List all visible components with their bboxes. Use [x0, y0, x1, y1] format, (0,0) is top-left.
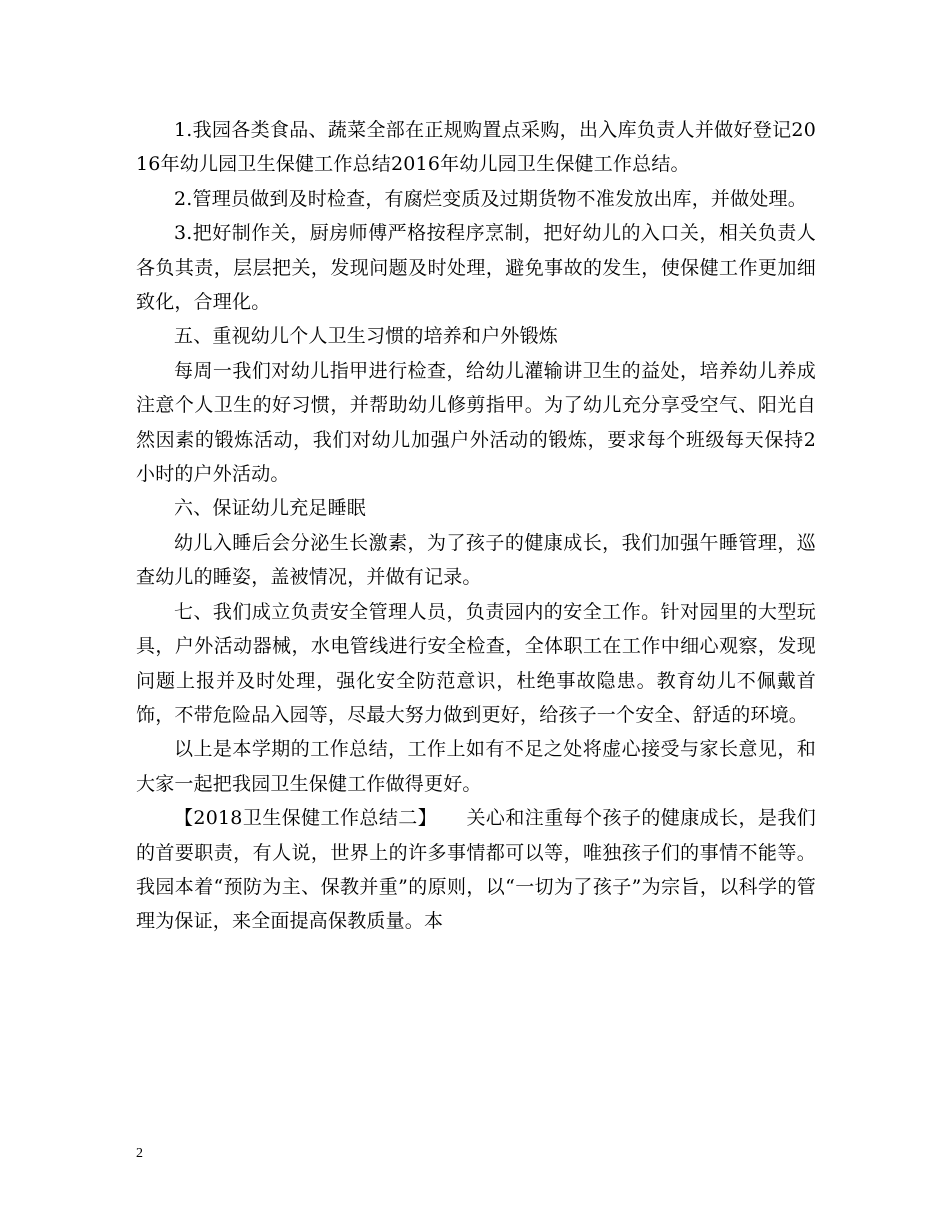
paragraph-sleep: 幼儿入睡后会分泌生长激素，为了孩子的健康成长，我们加强午睡管理，巡查幼儿的睡姿，盖被情况，并做有记录。: [136, 531, 816, 589]
section-heading-sleep: 六、保证幼儿充足睡眠: [174, 497, 367, 520]
paragraph-cooking: 3.把好制作关，厨房师傅严格按程序烹制，把好幼儿的入口关，相关负责人各负其责，层层把关，发现问题及时处理，避免事故的发生，使保健工作更加细致化，合理化。: [136, 222, 816, 314]
paragraph-inspection: 2.管理员做到及时检查，有腐烂变质及过期货物不准发放出库，并做处理。: [174, 187, 807, 210]
paragraph-food-purchase: 1.我园各类食品、蔬菜全部在正规购置点采购，出入库负责人并做好登记2016年幼儿园卫生保健工作总结2016年幼儿园卫生保健工作总结。: [136, 119, 816, 176]
paragraph-hygiene: 每周一我们对幼儿指甲进行检查，给幼儿灌输讲卫生的益处，培养幼儿养成注意个人卫生的好习惯，并帮助幼儿修剪指甲。为了幼儿充分享受空气、阳光自然因素的锻炼活动，我们对幼儿加强户外活动的锻炼，要求每个班级每天保持2小时的户外活动。: [136, 359, 816, 486]
paragraph-safety: 七、我们成立负责安全管理人员，负责园内的安全工作。针对园里的大型玩具，户外活动器械，水电管线进行安全检查，全体职工在工作中细心观察，发现问题上报并及时处理，强化安全防范意识，杜绝事故隐患。教育幼儿不佩戴首饰，不带危险品入园等，尽最大努力做到更好，给孩子一个安全、舒适的环境。: [136, 600, 816, 726]
section-heading-hygiene: 五、重视幼儿个人卫生习惯的培养和户外锻炼: [174, 325, 559, 348]
document-body: [136, 113, 816, 939]
paragraph-conclusion: 以上是本学期的工作总结，工作上如有不足之处将虚心接受与家长意见，和大家一起把我园卫生保健工作做得更好。: [136, 738, 816, 795]
paragraph-summary-two: 【2018卫生保健工作总结二】 关心和注重每个孩子的健康成长，是我们的首要职责，有人说，世界上的许多事情都可以等，唯独孩子们的事情不能等。我园本着“预防为主、保教并重”的原则，以“一切为了孩子”为宗旨，以科学的管理为保证，来全面提高保教质量。本: [136, 807, 816, 933]
page-number: 2: [136, 1146, 143, 1161]
